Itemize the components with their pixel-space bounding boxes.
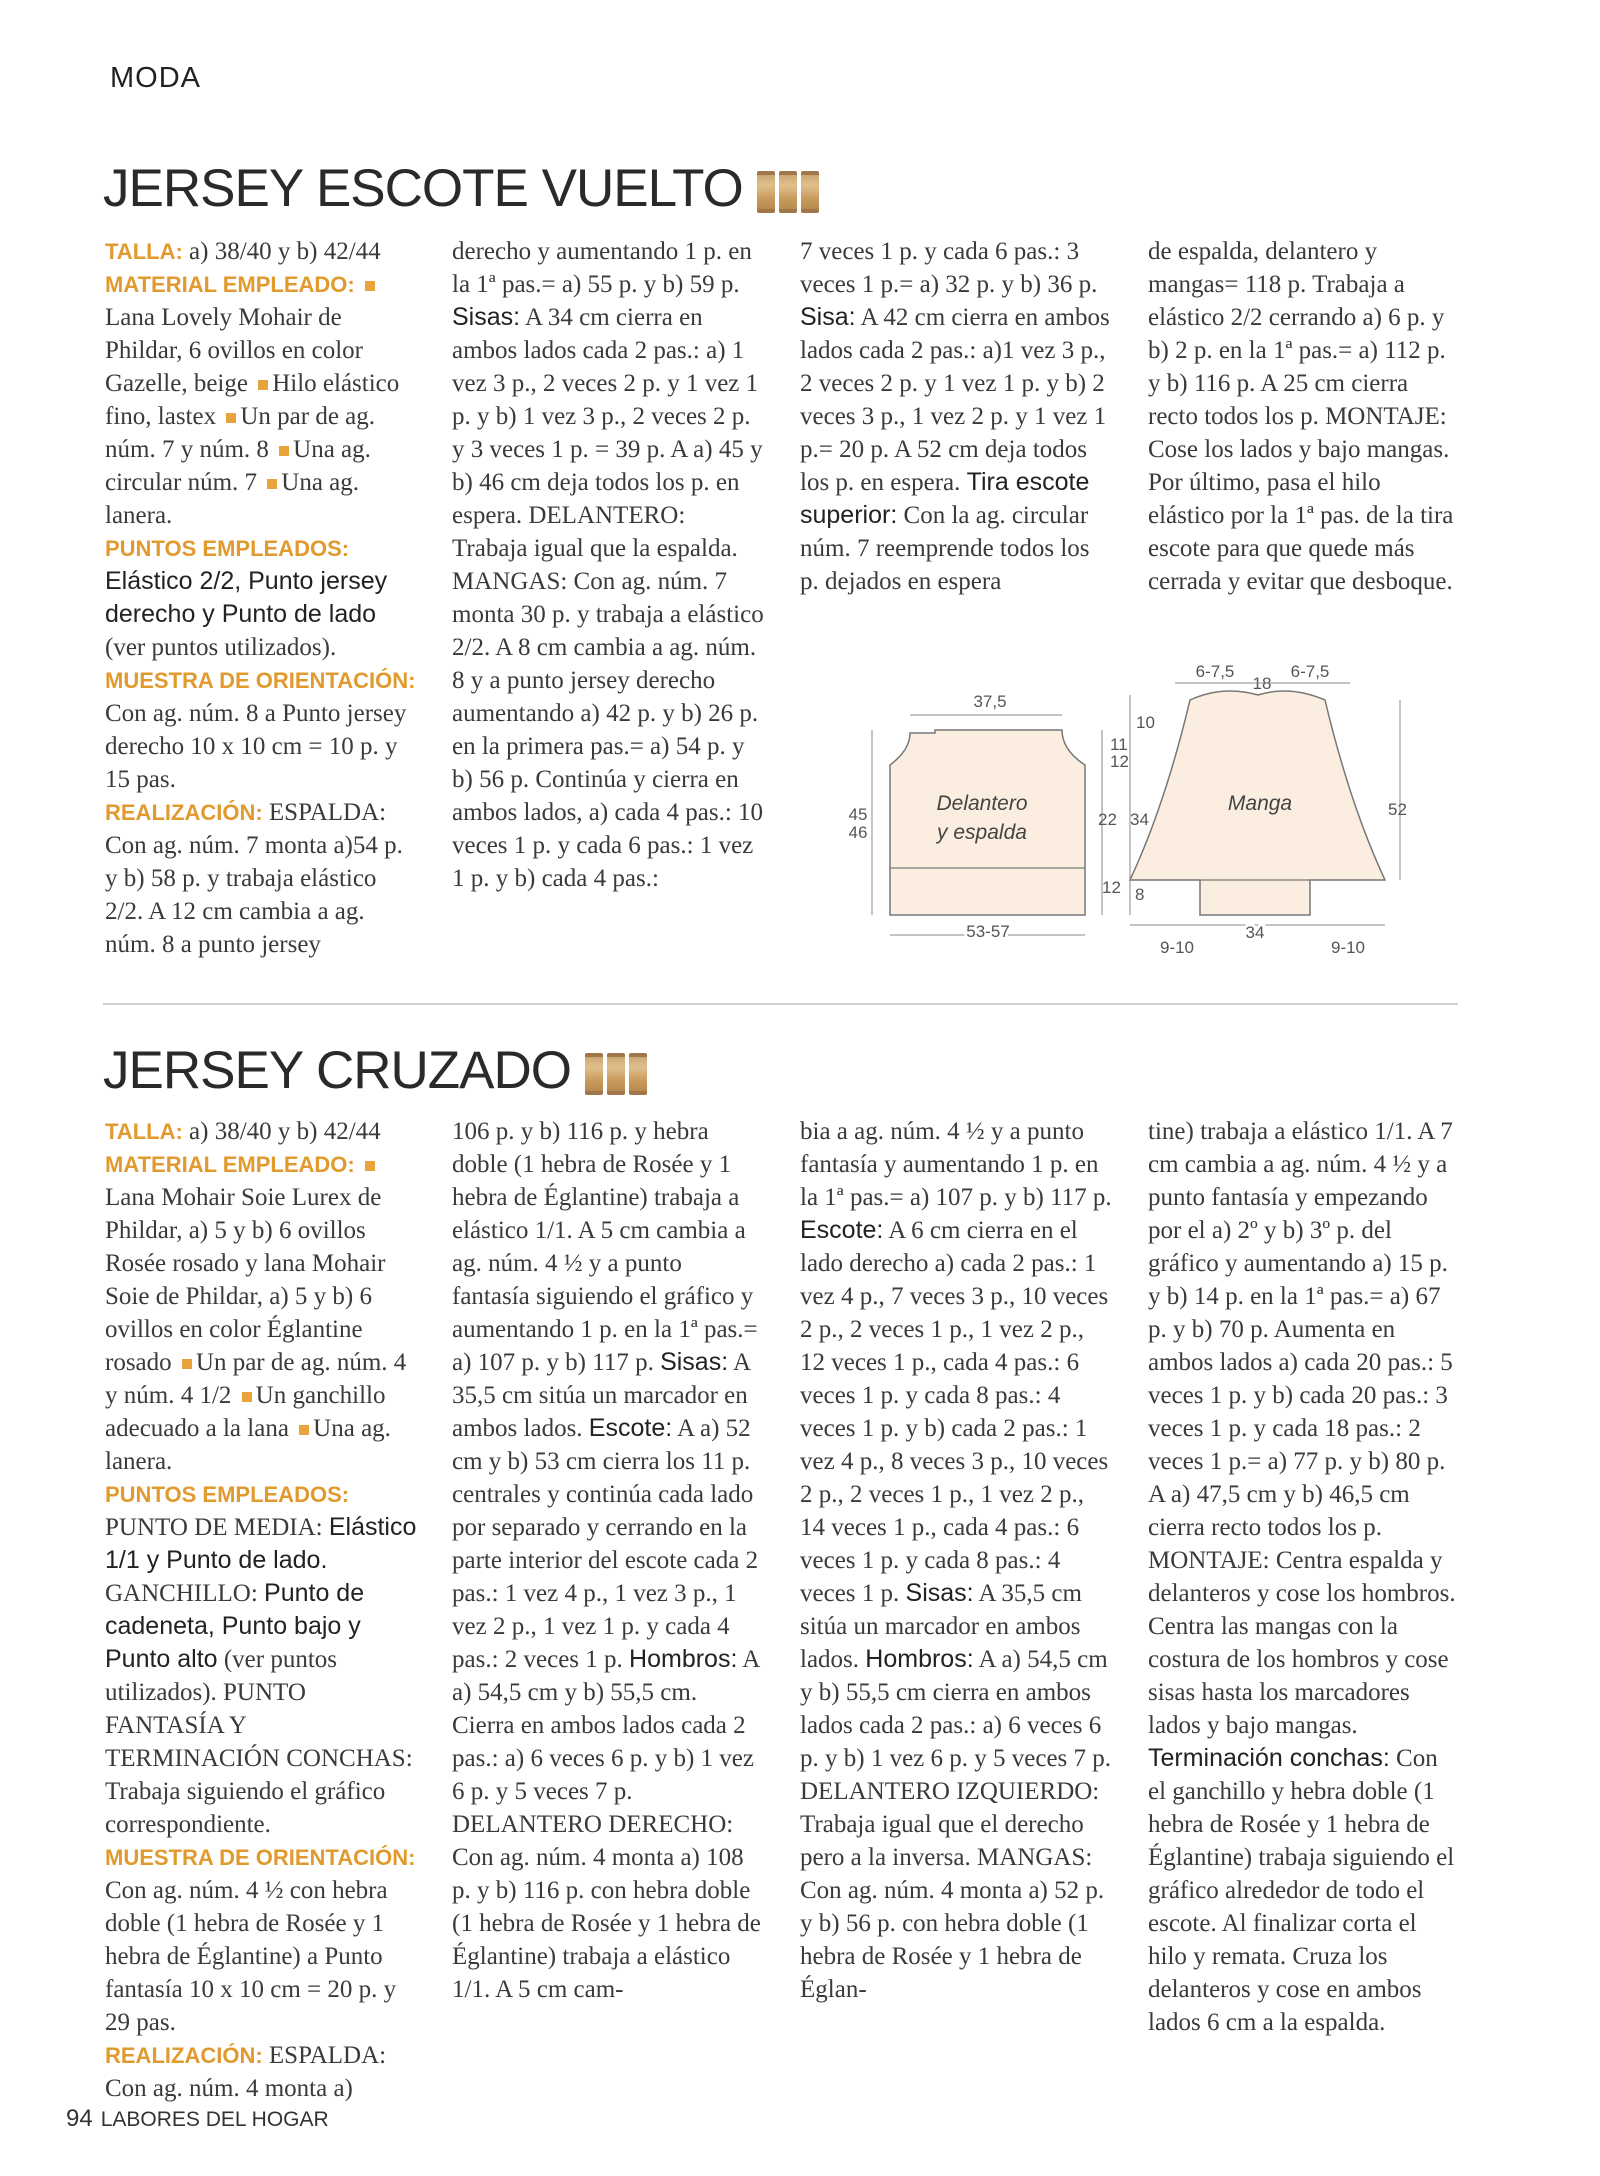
article1-column-4: de espalda, delantero y mangas= 118 p. Trabaja a elástico 2/2 cerrando a) 6 p. y b) 2 p. en la 1ª pas.= a) 112 p. y b) 116 p. A 25 cm cierra recto todos los p. MONTAJE: Cose los lados y bajo mangas. Por último, pasa el hilo elástico por la 1ª pas. de la tira escote para que quede más cerrada y evitar que desboque. [1148, 238, 1454, 595]
article1-column-2: derecho y aumentando 1 p. en la 1ª pas.= a) 55 p. y b) 59 p. Sisas: A 34 cm cierra en ambos lados cada 2 pas.: a) 1 vez 3 p., 2 veces 2 p. y 1 vez 1 p. y b) 1 vez 3 p., 2 veces 2 p. y 3 veces 1 p. = 39 p. A a) 45 y b) 46 cm deja todos los p. en espera. DELANTERO: Trabaja igual que la espalda. MANGAS: Con ag. núm. 7 monta 30 p. y trabaja a elástico 2/2. A 8 cm cambia a ag. núm. 8 y a punto jersey derecho aumentando a) 42 p. y b) 26 p. en la primera pas.= a) 54 p. y b) 56 p. Continúa y cierra en ambos lados, a) cada 4 pas.: 10 veces 1 p. y cada 6 pas.: 1 vez 1 p. y b) cada 4 pas.: [452, 238, 764, 892]
dim-top-width: 37,5 [973, 692, 1007, 711]
dim-armhole-1: 11 [1110, 735, 1128, 754]
dim-sleeve-bottom-right: 9-10 [1330, 938, 1366, 957]
section-divider [103, 1003, 1458, 1005]
article2-column-2: 106 p. y b) 116 p. y hebra doble (1 hebra de Rosée y 1 hebra de Églantine) trabaja a elástico 1/1. A 5 cm cambia a ag. núm. 4 ½ y a punto fantasía siguiendo el gráfico y aumentando 1 p. en la 1ª pas.= a) 107 p. y b) 117 p. Sisas: A 35,5 cm sitúa un marcador en ambos lados. Escote: A a) 52 cm y b) 53 cm cierra los 11 p. centrales y continúa cada lado por separado y cerrando en la parte interior del escote cada 2 pas.: 1 vez 4 p., 1 vez 3 p., 1 vez 2 p., 1 vez 1 p. y cada 4 pas.: 2 veces 1 p. Hombros: A a) 54,5 cm y b) 55,5 cm. Cierra en ambos lados cada 2 pas.: a) 6 veces 6 p. y b) 1 vez 6 p. y 5 veces 7 p. DELANTERO DERECHO: Con ag. núm. 4 monta a) 108 p. y b) 116 p. con hebra doble (1 hebra de Rosée y 1 hebra de Églantine) trabaja a elástico 1/1. A 5 cm cam- [452, 1118, 761, 2003]
dim-sleeve-bottom-left: 9-10 [1159, 938, 1195, 957]
pattern-schematic-diagram [840, 655, 1410, 965]
dim-sleeve-10: 10 [1136, 713, 1155, 732]
body-label-2: y espalda [937, 821, 1027, 844]
dim-sleeve-top-center: 18 [1252, 674, 1272, 693]
article2-column-4: tine) trabaja a elástico 1/1. A 7 cm cambia a ag. núm. 4 ½ y a punto fantasía y empezando por el a) 2º y b) 3º p. del gráfico y aumentando a) 15 p. y b) 14 p. en la 1ª pas.= a) 67 p. y b) 70 p. Aumenta en ambos lados a) cada 20 pas.: 5 veces 1 p. y b) cada 20 pas.: 3 veces 1 p. y cada 18 pas.: 2 veces 1 p.= a) 77 p. y b) 80 p. A a) 47,5 cm y b) 46,5 cm cierra recto todos los p. MONTAJE: Centra espalda y delanteros y cose los hombros. Centra las mangas con la costura de los hombros y cose sisas hasta los marcadores lados y bajo mangas. Terminación conchas: Con el ganchillo y hebra doble (1 hebra de Rosée y 1 hebra de Églantine) trabaja siguiendo el gráfico alrededor de todo el escote. Al finalizar corta el hilo y remata. Cruza los delanteros y cose en ambos lados 6 cm a la espalda. [1148, 1118, 1456, 2036]
article-title-cruzado [103, 1040, 647, 1101]
article2-column-3: bia a ag. núm. 4 ½ y a punto fantasía y aumentando 1 p. en la 1ª pas.= a) 107 p. y b) 117 p. Escote: A 6 cm cierra en el lado derecho a) cada 2 pas.: 1 vez 4 p., 7 veces 3 p., 10 veces 2 p., 2 veces 1 p., 1 vez 2 p., 12 veces 1 p., cada 4 pas.: 6 veces 1 p. y cada 8 pas.: 4 veces 1 p. y b) cada 2 pas.: 1 vez 4 p., 8 veces 3 p., 10 veces 2 p., 2 veces 1 p., 1 vez 2 p., 14 veces 1 p., cada 4 pas.: 6 veces 1 p. y cada 8 pas.: 4 veces 1 p. Sisas: A 35,5 cm sitúa un marcador en ambos lados. Hombros: A a) 54,5 cm y b) 55,5 cm cierra en ambos lados cada 2 pas.: a) 6 veces 6 p. y b) 1 vez 6 p. y 5 veces 7 p. DELANTERO IZQUIERDO: Trabaja igual que el derecho pero a la inversa. MANGAS: Con ag. núm. 4 monta a) 52 p. y b) 56 p. con hebra doble (1 hebra de Rosée y 1 hebra de Églan- [800, 1118, 1112, 2003]
dim-bottom-width: 53-57 [966, 922, 1010, 941]
section-label: MODA [110, 62, 201, 94]
article-title-escote-vuelto [103, 158, 819, 219]
dim-mid: 22 [1098, 810, 1117, 829]
article-title-text: JERSEY ESCOTE VUELTO [103, 159, 743, 218]
sleeve-label: Manga [1227, 792, 1293, 815]
difficulty-spools-icon [757, 171, 819, 213]
article-title-text: JERSEY CRUZADO [103, 1041, 571, 1100]
page-footer [66, 2105, 329, 2133]
dim-sleeve-top-left: 6-7,5 [1195, 662, 1235, 681]
dim-sleeve-34: 34 [1130, 810, 1149, 829]
article2-column-1: TALLA: a) 38/40 y b) 42/44 MATERIAL EMPLEADO: Lana Mohair Soie Lurex de Phildar, a) 5 y b) 6 ovillos Rosée rosado y lana Mohair Soie de Phildar, a) 5 y b) 6 ovillos en color Églantine rosado Un par de ag. núm. 4 y núm. 4 1/2 Un ganchillo adecuado a la lana Una ag. lanera. PUNTOS EMPLEADOS: PUNTO DE MEDIA: Elástico 1/1 y Punto de lado. GANCHILLO: Punto de cadeneta, Punto bajo y Punto alto (ver puntos utilizados). PUNTO FANTASÍA Y TERMINACIÓN CONCHAS: Trabaja siguiendo el gráfico correspondiente. MUESTRA DE ORIENTACIÓN: Con ag. núm. 4 ½ con hebra doble (1 hebra de Rosée y 1 hebra de Églantine) a Punto fantasía 10 x 10 cm = 20 p. y 29 pas. REALIZACIÓN: ESPALDA: Con ag. núm. 4 monta a) [105, 1118, 417, 2102]
dim-sleeve-bottom: 34 [1245, 923, 1265, 942]
page-number: 94 [66, 2105, 93, 2132]
dim-armhole-2: 12 [1110, 752, 1129, 771]
article1-column-3: 7 veces 1 p. y cada 6 pas.: 3 veces 1 p.= a) 32 p. y b) 36 p. Sisa: A 42 cm cierra en ambos lados cada 2 pas.: a)1 vez 3 p., 2 veces 2 p. y 1 vez 1 p. y b) 2 veces 3 p., 1 vez 2 p. y 1 vez 1 p.= 20 p. A 52 cm deja todos los p. en espera. Tira escote superior: Con la ag. circular núm. 7 reemprende todos los p. dejados en espera [800, 238, 1110, 595]
magazine-name: LABORES DEL HOGAR [100, 2108, 329, 2131]
dim-sleeve-top-right: 6-7,5 [1290, 662, 1330, 681]
body-label-1: Delantero [936, 792, 1028, 815]
dim-sleeve-8: 8 [1135, 885, 1145, 904]
dim-height-1: 45 [848, 805, 868, 824]
article1-column-1: TALLA: a) 38/40 y b) 42/44 MATERIAL EMPLEADO: Lana Lovely Mohair de Phildar, 6 ovillos en color Gazelle, beige Hilo elástico fino, lastex Un par de ag. núm. 7 y núm. 8 Una ag. circular núm. 7 Una ag. lanera. PUNTOS EMPLEADOS: Elástico 2/2, Punto jersey derecho y Punto de lado (ver puntos utilizados). MUESTRA DE ORIENTACIÓN: Con ag. núm. 8 a Punto jersey derecho 10 x 10 cm = 10 p. y 15 pas. REALIZACIÓN: ESPALDA: Con ag. núm. 7 monta a)54 p. y b) 58 p. y trabaja elástico 2/2. A 12 cm cambia a ag. núm. 8 a punto jersey [105, 238, 416, 958]
dim-height-2: 46 [848, 823, 868, 842]
dim-rib: 12 [1102, 878, 1121, 897]
difficulty-spools-icon [585, 1053, 647, 1095]
dim-sleeve-52: 52 [1388, 800, 1407, 819]
